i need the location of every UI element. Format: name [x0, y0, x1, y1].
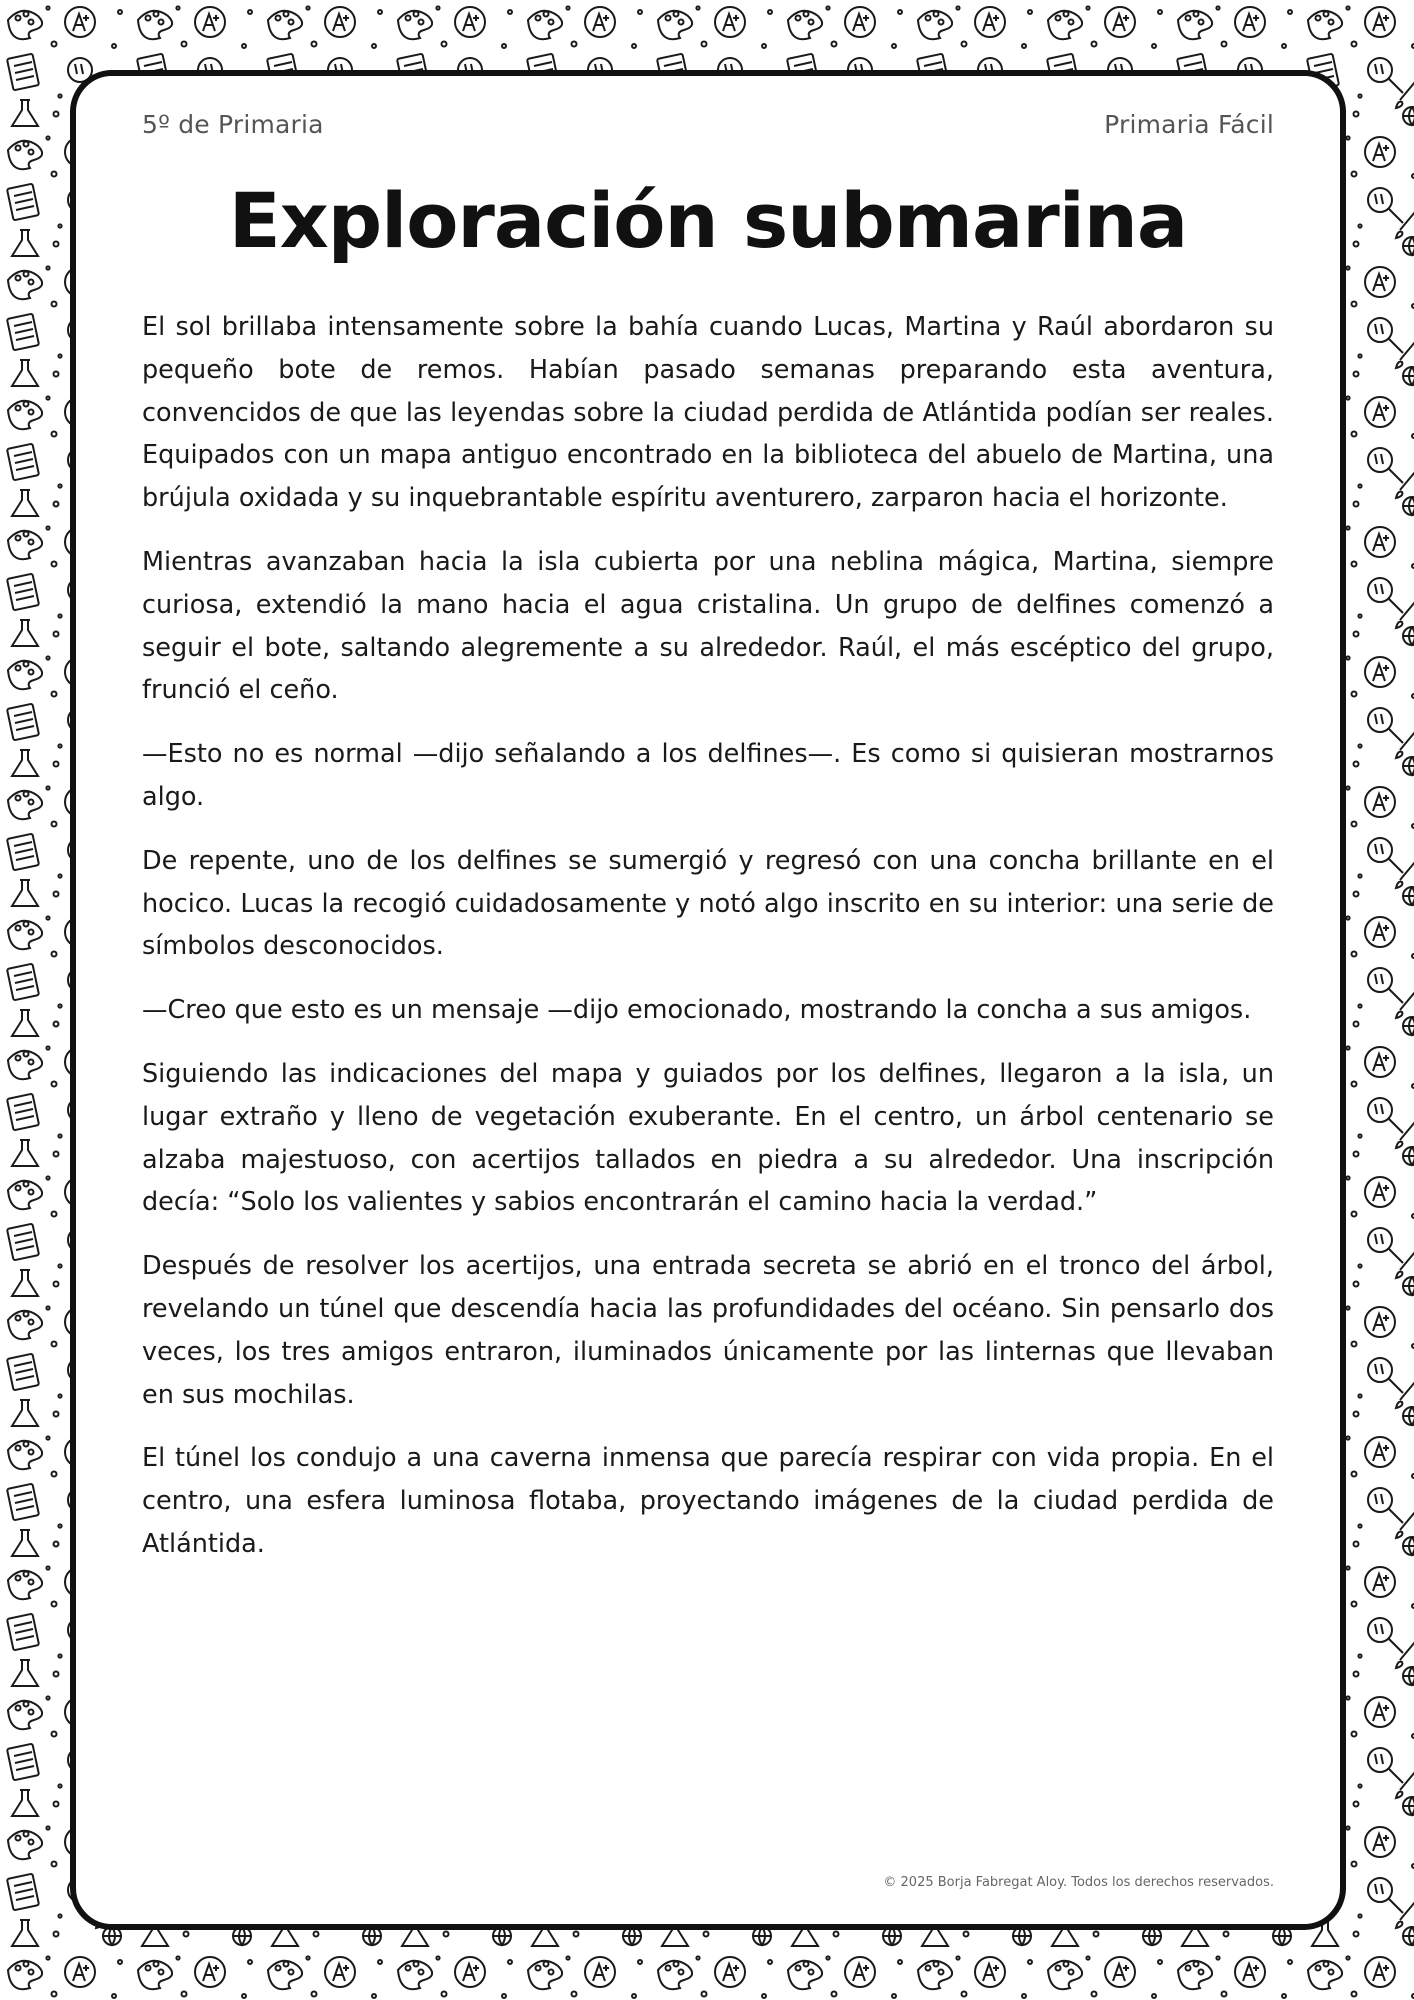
page-title: Exploración submarina — [228, 176, 1188, 265]
worksheet-card — [70, 70, 1346, 1930]
paragraph: Después de resolver los acertijos, una entrada secreta se abrió en el tronco del árbol, revelando un túnel que descendía hacia las profundidades del océano. Sin pensarlo dos veces, los tres amigos entraron, iluminados únicamente por las linternas que llevaban en sus mochilas. — [142, 1251, 1274, 1410]
brand-label: Primaria Fácil — [1104, 110, 1274, 139]
story-text — [142, 306, 1274, 1587]
dialogue-paragraph: —Esto no es normal —dijo señalando a los delfines—. Es como si quisieran mostrarnos algo. — [142, 739, 1274, 812]
paragraph: De repente, uno de los delfines se sumergió y regresó con una concha brillante en el hocico. Lucas la recogió cuidadosamente y notó algo inscrito en su interior: una serie de símbolos desconocidos. — [142, 845, 1274, 962]
paragraph: Siguiendo las indicaciones del mapa y guiados por los delfines, llegaron a la isla, un lugar extraño y lleno de vegetación exuberante. En el centro, un árbol centenario se alzaba majestuoso, con acertijos tallados en piedra a su alrededor. Una inscripción decía: “Solo los valientes y sabios encontrarán el camino hacia la verdad.” — [142, 1058, 1274, 1218]
paragraph: El túnel los condujo a una caverna inmensa que parecía respirar con vida propia. En el centro, una esfera luminosa flotaba, proyectando imágenes de la ciudad perdida de Atlántida. — [142, 1443, 1274, 1559]
copyright-footer: © 2025 Borja Fabregat Aloy. Todos los derechos reservados. — [883, 1875, 1274, 1890]
dialogue-paragraph: —Creo que esto es un mensaje —dijo emocionado, mostrando la concha a sus amigos. — [142, 995, 1252, 1026]
paragraph: Mientras avanzaban hacia la isla cubierta por una neblina mágica, Martina, siempre curiosa, extendió la mano hacia el agua cristalina. Un grupo de delfines comenzó a seguir el bote, saltando alegremente a su alrededor. Raúl, el más escéptico del grupo, frunció el ceño. — [142, 546, 1274, 706]
grade-label: 5º de Primaria — [142, 110, 324, 139]
paragraph: El sol brillaba intensamente sobre la bahía cuando Lucas, Martina y Raúl abordaron su pequeño bote de remos. Habían pasado semanas preparando esta aventura, convencidos de que las leyendas sobre la ciudad perdida de Atlántida podían ser reales. Equipados con un mapa antiguo encontrado en la biblioteca del abuelo de Martina, una brújula oxidada y su inquebrantable espíritu aventurero, zarparon hacia el horizonte. — [142, 312, 1274, 514]
